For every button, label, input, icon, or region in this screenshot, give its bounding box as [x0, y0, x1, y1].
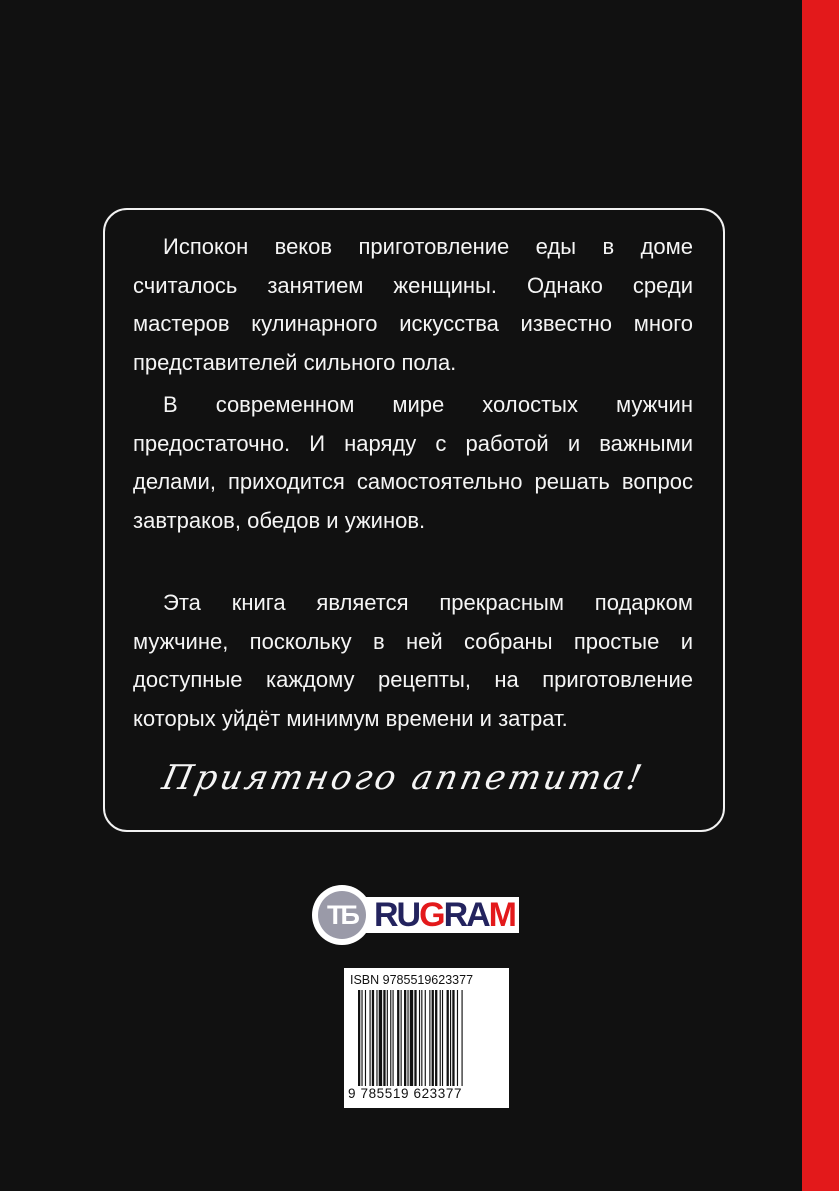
barcode-digits: 9 785519 623377	[348, 1086, 463, 1101]
wordmark-ra: RA	[443, 896, 489, 934]
barcode-bar	[410, 990, 413, 1086]
barcode-bar	[457, 990, 458, 1086]
barcode-bar	[390, 990, 391, 1086]
blurb-paragraph-2: В современном мире холостых мужчин предостаточно. И наряду с работой и важными делами, приходится самостоятельно решать вопрос завтраков, обедов и ужинов.	[133, 392, 693, 533]
barcode-bar	[376, 990, 377, 1086]
wordmark-m: M	[488, 896, 515, 934]
barcode-bar	[414, 990, 416, 1086]
publisher-badge-icon	[312, 885, 372, 945]
barcode-bar	[370, 990, 371, 1086]
red-spine-stripe	[802, 0, 839, 1191]
blurb-frame	[103, 208, 725, 832]
publisher-logo	[312, 885, 526, 947]
barcode-bar	[361, 990, 362, 1086]
barcode-bar	[379, 990, 382, 1086]
barcode-bar	[387, 990, 388, 1086]
publisher-wordmark	[356, 897, 519, 933]
barcode-bar	[372, 990, 374, 1086]
barcode-bar	[440, 990, 441, 1086]
barcode-bar	[358, 990, 360, 1086]
barcode-bar	[419, 990, 420, 1086]
handwritten-signature: Приятного аппетита!	[158, 758, 649, 798]
barcode-bar	[429, 990, 430, 1086]
barcode-bar	[401, 990, 402, 1086]
barcode-bar	[365, 990, 366, 1086]
barcode-bar	[462, 990, 463, 1086]
barcode-bar	[383, 990, 385, 1086]
isbn-barcode	[344, 968, 509, 1108]
blurb-paragraph-1: Испокон веков приготовление еды в доме считалось занятием женщины. Однако среди мастеров кулинарного искусства известно много представителей сильного пола.	[133, 234, 693, 375]
barcode-bar	[432, 990, 434, 1086]
barcode-bar	[397, 990, 399, 1086]
barcode-bar	[452, 990, 454, 1086]
barcode-bar	[442, 990, 443, 1086]
barcode-bar	[404, 990, 406, 1086]
badge-monogram: ТБ	[327, 900, 357, 930]
barcode-bar	[393, 990, 394, 1086]
barcode-bar	[407, 990, 408, 1086]
isbn-label: ISBN 9785519623377	[350, 973, 474, 987]
wordmark-g: G	[419, 896, 444, 934]
wordmark-ru: RU	[374, 896, 420, 934]
barcode-bar	[421, 990, 422, 1086]
barcode-bar	[450, 990, 451, 1086]
blurb-paragraph-3: Эта книга является прекрасным подарком мужчине, поскольку в ней собраны простые и доступные каждому рецепты, на приготовление которых уйдёт минимум времени и затрат.	[133, 590, 693, 731]
barcode-bar	[447, 990, 449, 1086]
barcode-bars-icon	[358, 990, 498, 1086]
barcode-bar	[435, 990, 437, 1086]
barcode-bar	[425, 990, 426, 1086]
